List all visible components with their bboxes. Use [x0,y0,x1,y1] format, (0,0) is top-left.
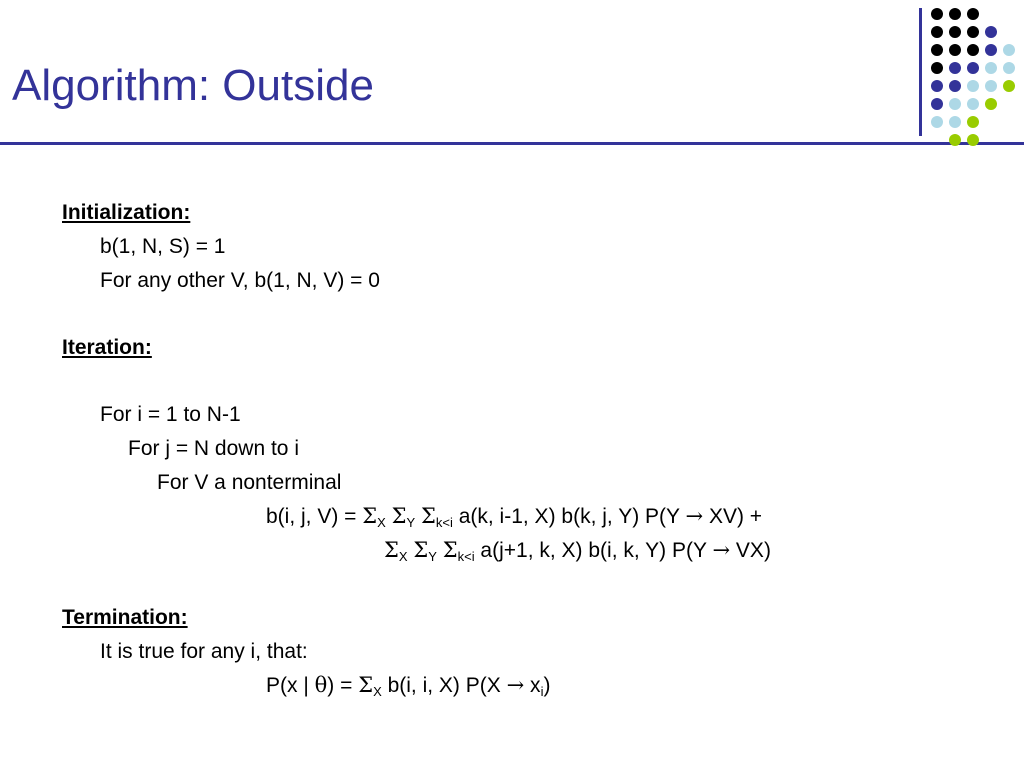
decor-dot [949,44,961,56]
decor-dot [931,80,943,92]
sub-y: Y [428,549,437,564]
decor-dot [949,8,961,20]
termination-formula-end: ) [543,674,551,697]
theta-symbol: θ [314,673,328,697]
decor-dot-grid [0,0,1024,145]
decor-dot [949,98,961,110]
decor-dot [985,62,997,74]
decor-dot [967,98,979,110]
formula1-rhs: a(k, i-1, X) b(k, j, Y) P(Y [452,505,686,528]
formula-line-2 [384,538,771,564]
sub-y: Y [406,515,416,530]
sigma-symbol: Σ [413,538,429,562]
formula1-lhs: b(i, j, V) = [266,505,363,528]
title-text: Algorithm: Outside [12,61,374,110]
termination-line-1: It is true for any i, that: [100,640,308,663]
decor-dot [967,62,979,74]
decor-dot [931,26,943,38]
decor-dot [931,62,943,74]
loop-v: For V a nonterminal [157,471,342,494]
sub-k: k<i [435,515,453,530]
arrow-symbol: → [712,538,731,562]
decor-dot [949,26,961,38]
loop-i: For i = 1 to N-1 [100,403,241,426]
termination-formula [266,673,551,699]
sigma-symbol: Σ [358,673,374,697]
sigma-symbol: Σ [421,504,436,528]
decor-dot [967,116,979,128]
sigma-symbol: Σ [442,538,458,562]
decor-dot [949,116,961,128]
decor-dot [949,134,961,146]
decor-dot [967,80,979,92]
decor-dot [1003,80,1015,92]
termination-formula-rhs: b(i, i, X) P(X [381,674,507,697]
decor-dot [1003,44,1015,56]
formula1-end: XV) + [703,505,763,528]
termination-formula-lhs: P(x | [266,674,315,697]
sub-k: k<i [457,549,475,564]
decor-dot [949,80,961,92]
decor-dot [985,26,997,38]
initialization-heading: Initialization: [62,201,191,224]
sub-x: X [373,684,382,699]
decor-dot [931,116,943,128]
formula-line-1 [266,504,763,530]
sub-x: X [377,515,386,530]
decor-dot [1003,62,1015,74]
iteration-heading: Iteration: [62,336,152,359]
arrow-symbol: → [506,673,525,697]
sub-i: i [540,684,544,699]
decor-dot [985,44,997,56]
decor-dot [931,44,943,56]
decor-dot [985,98,997,110]
init-line-2: For any other V, b(1, N, V) = 0 [100,269,380,292]
formula2-rhs: a(j+1, k, X) b(i, k, Y) P(Y [474,539,713,562]
sigma-symbol: Σ [391,504,407,528]
init-line-1: b(1, N, S) = 1 [100,235,226,258]
decor-dot [949,62,961,74]
termination-formula-mid: ) = [327,674,359,697]
decor-dot [985,80,997,92]
decor-dot [931,98,943,110]
termination-heading: Termination: [62,606,188,629]
decor-dot [967,8,979,20]
decor-dot [967,134,979,146]
sigma-symbol: Σ [384,538,399,562]
decor-dot [967,44,979,56]
formula2-end: VX) [730,539,771,562]
sub-x: X [398,549,408,564]
decor-dot [931,8,943,20]
termination-formula-x: x [524,674,541,697]
loop-j: For j = N down to i [128,437,299,460]
sigma-symbol: Σ [362,504,378,528]
decor-dot [967,26,979,38]
arrow-symbol: → [685,504,704,528]
